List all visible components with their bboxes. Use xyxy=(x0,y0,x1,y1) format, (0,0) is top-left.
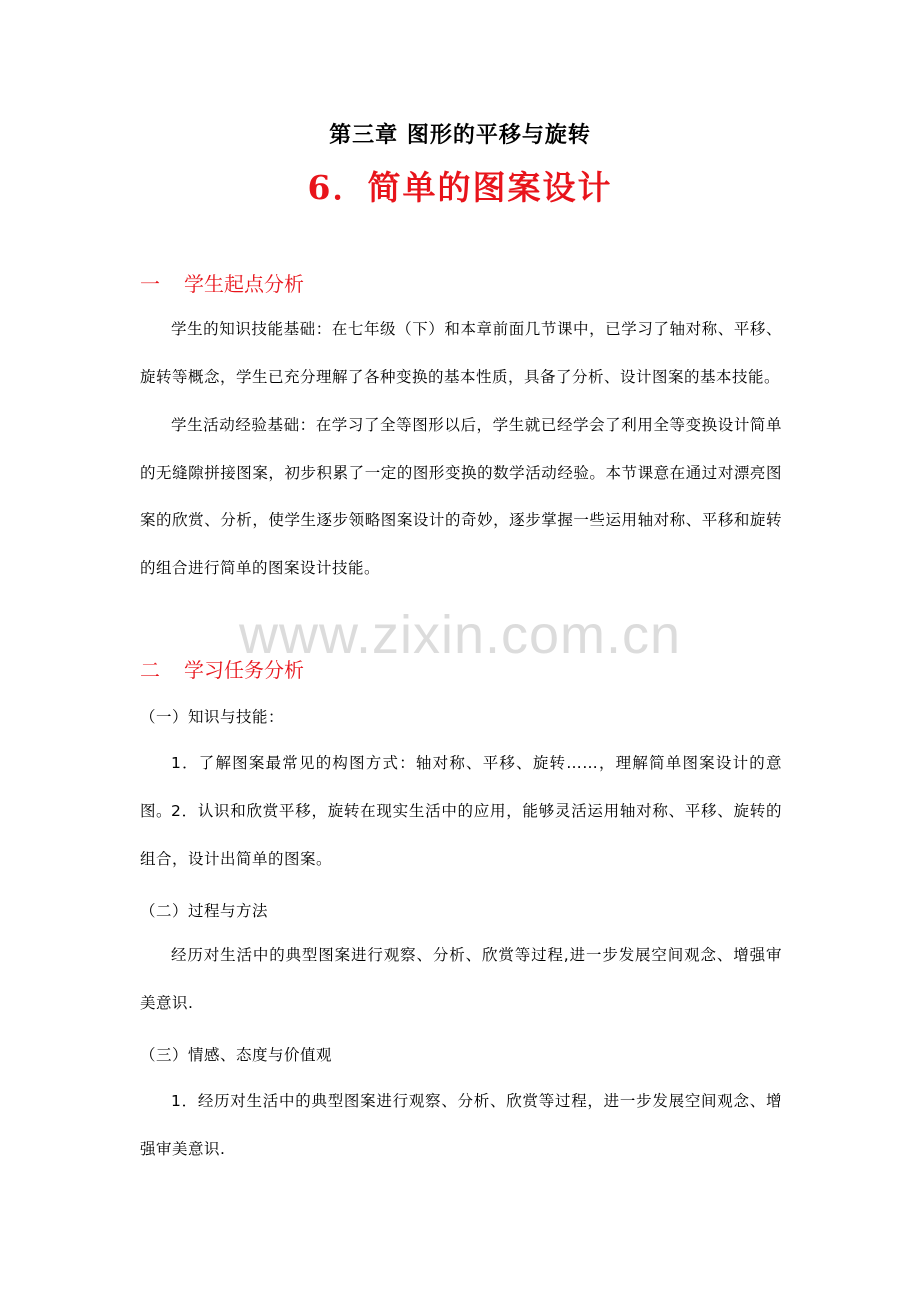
paragraph-process: 经历对生活中的典型图案进行观察、分析、欣赏等过程,进一步发展空间观念、增强审美意识. xyxy=(140,946,782,1012)
list-item: 1．经历对生活中的典型图案进行观察、分析、欣赏等过程，进一步发展空间观念、增强审美意识. xyxy=(140,1092,782,1158)
section-heading-2 xyxy=(140,654,304,683)
paragraph-knowledge-basis: 学生的知识技能基础：在七年级（下）和本章前面几节课中，已学习了轴对称、平移、旋转等概念，学生已充分理解了各种变换的基本性质，具备了分析、设计图案的基本技能。 xyxy=(140,320,782,386)
subheading-attitude-values: （三）情感、态度与价值观 xyxy=(140,1046,333,1064)
section-number: 一 xyxy=(140,272,160,296)
section-number: 二 xyxy=(140,658,160,682)
subheading-knowledge-skills: （一）知识与技能： xyxy=(140,708,285,726)
lesson-title: 6．简单的图案设计 xyxy=(307,168,613,207)
section-heading-1 xyxy=(140,268,304,297)
section-title: 学习任务分析 xyxy=(184,658,304,682)
chapter-title: 第三章 图形的平移与旋转 xyxy=(329,122,591,148)
subheading-process-method: （二）过程与方法 xyxy=(140,902,269,920)
paragraph-experience-basis: 学生活动经验基础：在学习了全等图形以后，学生就已经学会了利用全等变换设计简单的无缝隙拼接图案，初步积累了一定的图形变换的数学活动经验。本节课意在通过对漂亮图案的欣赏、分析，使学生逐步领略图案设计的奇妙，逐步掌握一些运用轴对称、平移和旋转的组合进行简单的图案设计技能。 xyxy=(140,416,782,577)
list-item: 2．认识和欣赏平移，旋转在现实生活中的应用，能够灵活运用轴对称、平移、旋转的组合，设计出简单的图案。 xyxy=(140,802,782,868)
section-title: 学生起点分析 xyxy=(184,272,304,296)
list-item: 1．了解图案最常见的构图方式：轴对称、平移、旋转……，理解简单图案设计的意图。 xyxy=(140,754,782,820)
watermark: www.zixin.com.cn xyxy=(238,605,682,665)
